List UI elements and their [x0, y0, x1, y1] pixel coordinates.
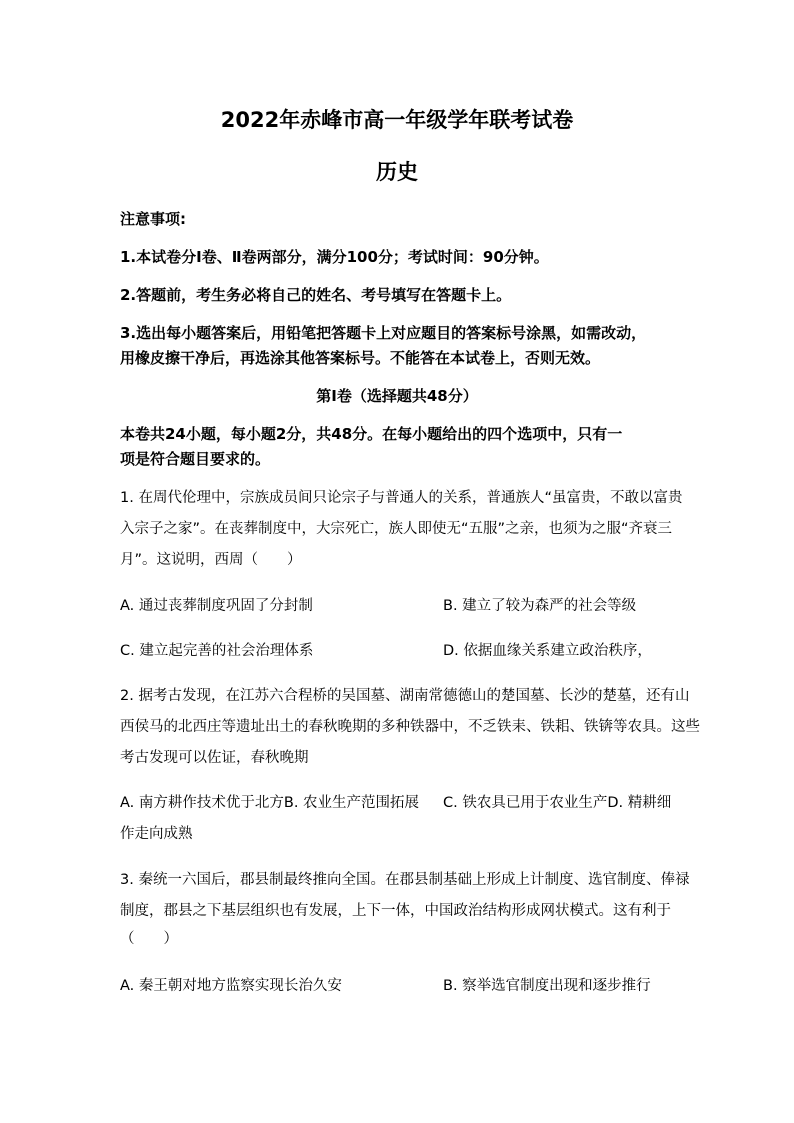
- question-1-text: 月”。这说明，西周（ ）: [120, 552, 302, 568]
- notice-item: 2.答题前，考生务必将自己的姓名、考号填写在答题卡上。: [120, 286, 512, 304]
- notice-item: 3.选出每小题答案后，用铅笔把答题卡上对应题目的答案标号涂黑，如需改动，: [120, 324, 647, 342]
- question-3-text: 3. 秦统一六国后，郡县制最终推向全国。在郡县制基础上形成上计制度、选官制度、俸禄: [120, 872, 690, 888]
- question-3-text: （ ）: [120, 931, 178, 947]
- section-instructions-continued: 项是符合题目要求的。: [120, 450, 271, 468]
- subject-title: 历史: [376, 160, 418, 184]
- question-1-text: 入宗子之家”。在丧葬制度中，大宗死亡，族人即使无“五服”之亲，也须为之服“齐衰三: [120, 521, 673, 537]
- question-1-text: 1. 在周代伦理中，宗族成员间只论宗子与普通人的关系，普通族人“虽富贵，不敢以富贵: [120, 490, 683, 506]
- notice-item-continued: 用橡皮擦干净后，再选涂其他答案标号。不能答在本试卷上，否则无效。: [120, 349, 601, 367]
- question-3-option-a: A. 秦王朝对地方监察实现长治久安: [120, 978, 342, 994]
- question-3-text: 制度，郡县之下基层组织也有发展，上下一体，中国政治结构形成网状模式。这有利于: [120, 903, 671, 919]
- question-3-option-b: B. 察举选官制度出现和逐步推行: [443, 978, 651, 994]
- question-2-text: 考古发现可以佐证，春秋晚期: [120, 750, 309, 766]
- notice-heading: 注意事项:: [120, 210, 186, 228]
- question-1-option-b: B. 建立了较为森严的社会等级: [443, 598, 637, 614]
- section-instructions: 本卷共24小题，每小题2分，共48分。在每小题给出的四个选项中，只有一: [120, 425, 623, 443]
- question-2-option-cd: C. 铁农具已用于农业生产D. 精耕细: [443, 795, 672, 811]
- notice-item: 1.本试卷分Ⅰ卷、Ⅱ卷两部分，满分100分；考试时间：90分钟。: [120, 248, 549, 266]
- question-2-option-ab: A. 南方耕作技术优于北方B. 农业生产范围拓展: [120, 795, 420, 811]
- exam-title: 2022年赤峰市高一年级学年联考试卷: [220, 108, 574, 132]
- question-2-text: 西侯马的北西庄等遗址出土的春秋晚期的多种铁器中，不乏铁耒、铁耜、铁锛等农具。这些: [120, 719, 700, 735]
- question-2-option-d-continued: 作走向成熟: [120, 826, 193, 842]
- section-title: 第Ⅰ卷（选择题共48分）: [316, 387, 478, 405]
- question-1-option-d: D. 依据血缘关系建立政治秩序，: [443, 643, 652, 659]
- question-1-option-c: C. 建立起完善的社会治理体系: [120, 643, 314, 659]
- question-2-text: 2. 据考古发现，在江苏六合程桥的吴国墓、湖南常德德山的楚国墓、长沙的楚墓，还有山: [120, 688, 690, 704]
- question-1-option-a: A. 通过丧葬制度巩固了分封制: [120, 598, 313, 614]
